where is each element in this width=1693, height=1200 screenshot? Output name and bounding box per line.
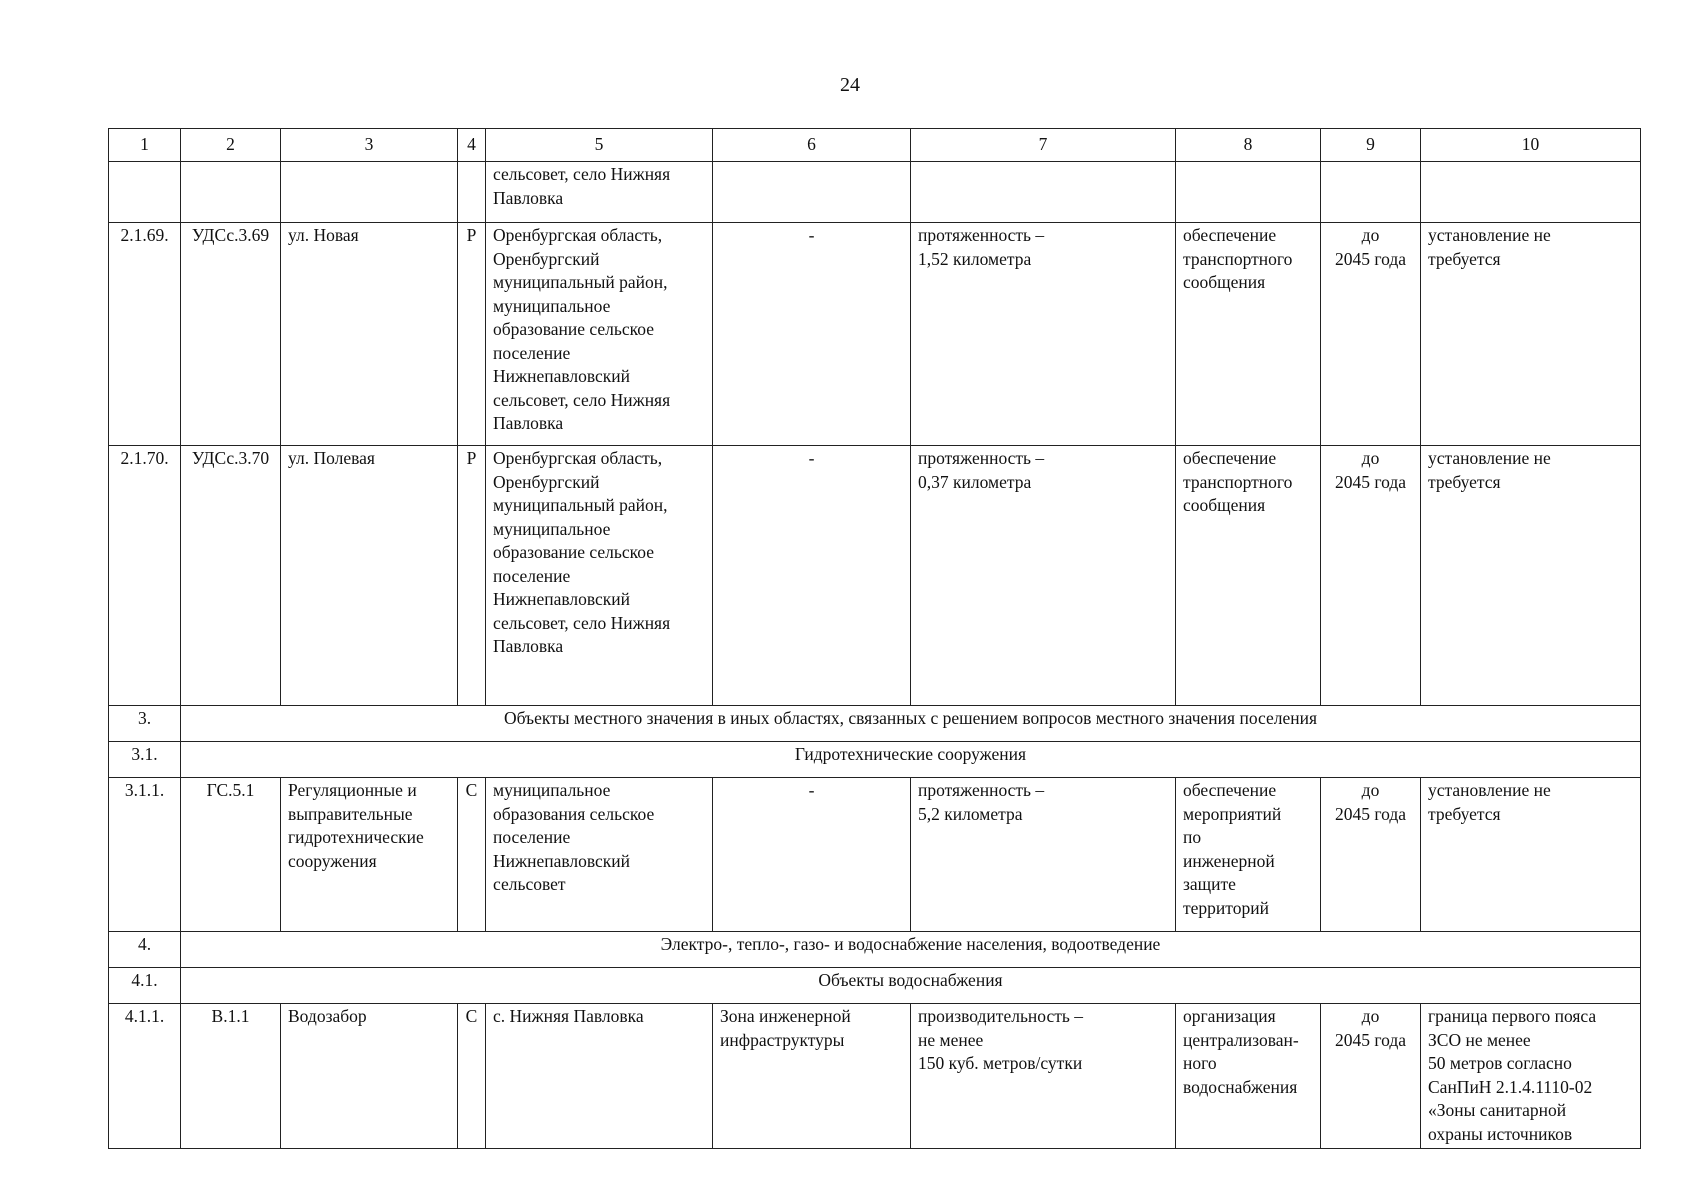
cell-purpose: обеспечение мероприятий по инженерной защите территорий [1176, 778, 1321, 932]
cell-zone-restrictions: граница первого пояса ЗСО не менее 50 метров согласно СанПиН 2.1.4.1110-02 «Зоны санитарной охраны источников [1421, 1004, 1641, 1149]
section-number: 4.1. [109, 968, 181, 1004]
column-header: 2 [181, 129, 281, 162]
column-header: 8 [1176, 129, 1321, 162]
cell-code [181, 162, 281, 223]
cell-characteristics: протяженность – 5,2 километра [911, 778, 1176, 932]
cell-name: ул. Новая [281, 223, 458, 446]
cell-status: Р [458, 223, 486, 446]
cell-status: С [458, 778, 486, 932]
cell-term: до 2045 года [1321, 778, 1421, 932]
cell-status [458, 162, 486, 223]
section-title: Электро-, тепло-, газо- и водоснабжение населения, водоотведение [181, 932, 1641, 968]
cell-number: 2.1.70. [109, 446, 181, 706]
cell-purpose: обеспечение транспортного сообщения [1176, 223, 1321, 446]
table-row [109, 162, 1641, 223]
cell-code: УДСс.3.70 [181, 446, 281, 706]
cell-location: с. Нижняя Павловка [486, 1004, 713, 1149]
cell-characteristics [911, 162, 1176, 223]
section-title: Объекты водоснабжения [181, 968, 1641, 1004]
cell-location: сельсовет, село Нижняя Павловка [486, 162, 713, 223]
column-header: 9 [1321, 129, 1421, 162]
column-header: 7 [911, 129, 1176, 162]
cell-characteristics: протяженность – 0,37 километра [911, 446, 1176, 706]
cell-status: С [458, 1004, 486, 1149]
cell-term [1321, 162, 1421, 223]
cell-status: Р [458, 446, 486, 706]
cell-code: ГС.5.1 [181, 778, 281, 932]
section-number: 4. [109, 932, 181, 968]
header-row [109, 129, 1641, 162]
cell-term: до 2045 года [1321, 223, 1421, 446]
section-title: Объекты местного значения в иных областях, связанных с решением вопросов местного значения поселения [181, 706, 1641, 742]
column-header: 10 [1421, 129, 1641, 162]
objects-table [108, 128, 1641, 1149]
column-header: 1 [109, 129, 181, 162]
cell-number: 4.1.1. [109, 1004, 181, 1149]
cell-number [109, 162, 181, 223]
cell-zone: - [713, 446, 911, 706]
table-row [109, 778, 1641, 932]
column-header: 4 [458, 129, 486, 162]
cell-name: ул. Полевая [281, 446, 458, 706]
cell-zone-restrictions [1421, 162, 1641, 223]
cell-zone-restrictions: установление не требуется [1421, 778, 1641, 932]
cell-characteristics: производительность – не менее 150 куб. метров/сутки [911, 1004, 1176, 1149]
cell-code: УДСс.3.69 [181, 223, 281, 446]
cell-characteristics: протяженность – 1,52 километра [911, 223, 1176, 446]
cell-zone-restrictions: установление не требуется [1421, 223, 1641, 446]
cell-name [281, 162, 458, 223]
column-header: 6 [713, 129, 911, 162]
cell-zone: Зона инженерной инфраструктуры [713, 1004, 911, 1149]
cell-term: до 2045 года [1321, 1004, 1421, 1149]
table-row [109, 223, 1641, 446]
column-header: 5 [486, 129, 713, 162]
cell-purpose: организация централизован- ного водоснабжения [1176, 1004, 1321, 1149]
cell-number: 2.1.69. [109, 223, 181, 446]
section-title: Гидротехнические сооружения [181, 742, 1641, 778]
page-number: 24 [840, 74, 860, 96]
cell-location: Оренбургская область, Оренбургский муниципальный район, муниципальное образование сельское поселение Нижнепавловский сельсовет, село Нижняя Павловка [486, 446, 713, 706]
cell-name: Водозабор [281, 1004, 458, 1149]
cell-zone-restrictions: установление не требуется [1421, 446, 1641, 706]
table-row [109, 446, 1641, 706]
cell-number: 3.1.1. [109, 778, 181, 932]
section-number: 3.1. [109, 742, 181, 778]
cell-purpose: обеспечение транспортного сообщения [1176, 446, 1321, 706]
cell-location: Оренбургская область, Оренбургский муниципальный район, муниципальное образование сельское поселение Нижнепавловский сельсовет, село Нижняя Павловка [486, 223, 713, 446]
section-row [109, 742, 1641, 778]
cell-zone: - [713, 223, 911, 446]
cell-purpose [1176, 162, 1321, 223]
cell-term: до 2045 года [1321, 446, 1421, 706]
section-row [109, 932, 1641, 968]
cell-zone [713, 162, 911, 223]
cell-zone: - [713, 778, 911, 932]
column-header: 3 [281, 129, 458, 162]
cell-name: Регуляционные и выправительные гидротехнические сооружения [281, 778, 458, 932]
section-number: 3. [109, 706, 181, 742]
cell-location: муниципальное образования сельское поселение Нижнепавловский сельсовет [486, 778, 713, 932]
section-row [109, 706, 1641, 742]
table-row [109, 1004, 1641, 1149]
cell-code: В.1.1 [181, 1004, 281, 1149]
section-row [109, 968, 1641, 1004]
